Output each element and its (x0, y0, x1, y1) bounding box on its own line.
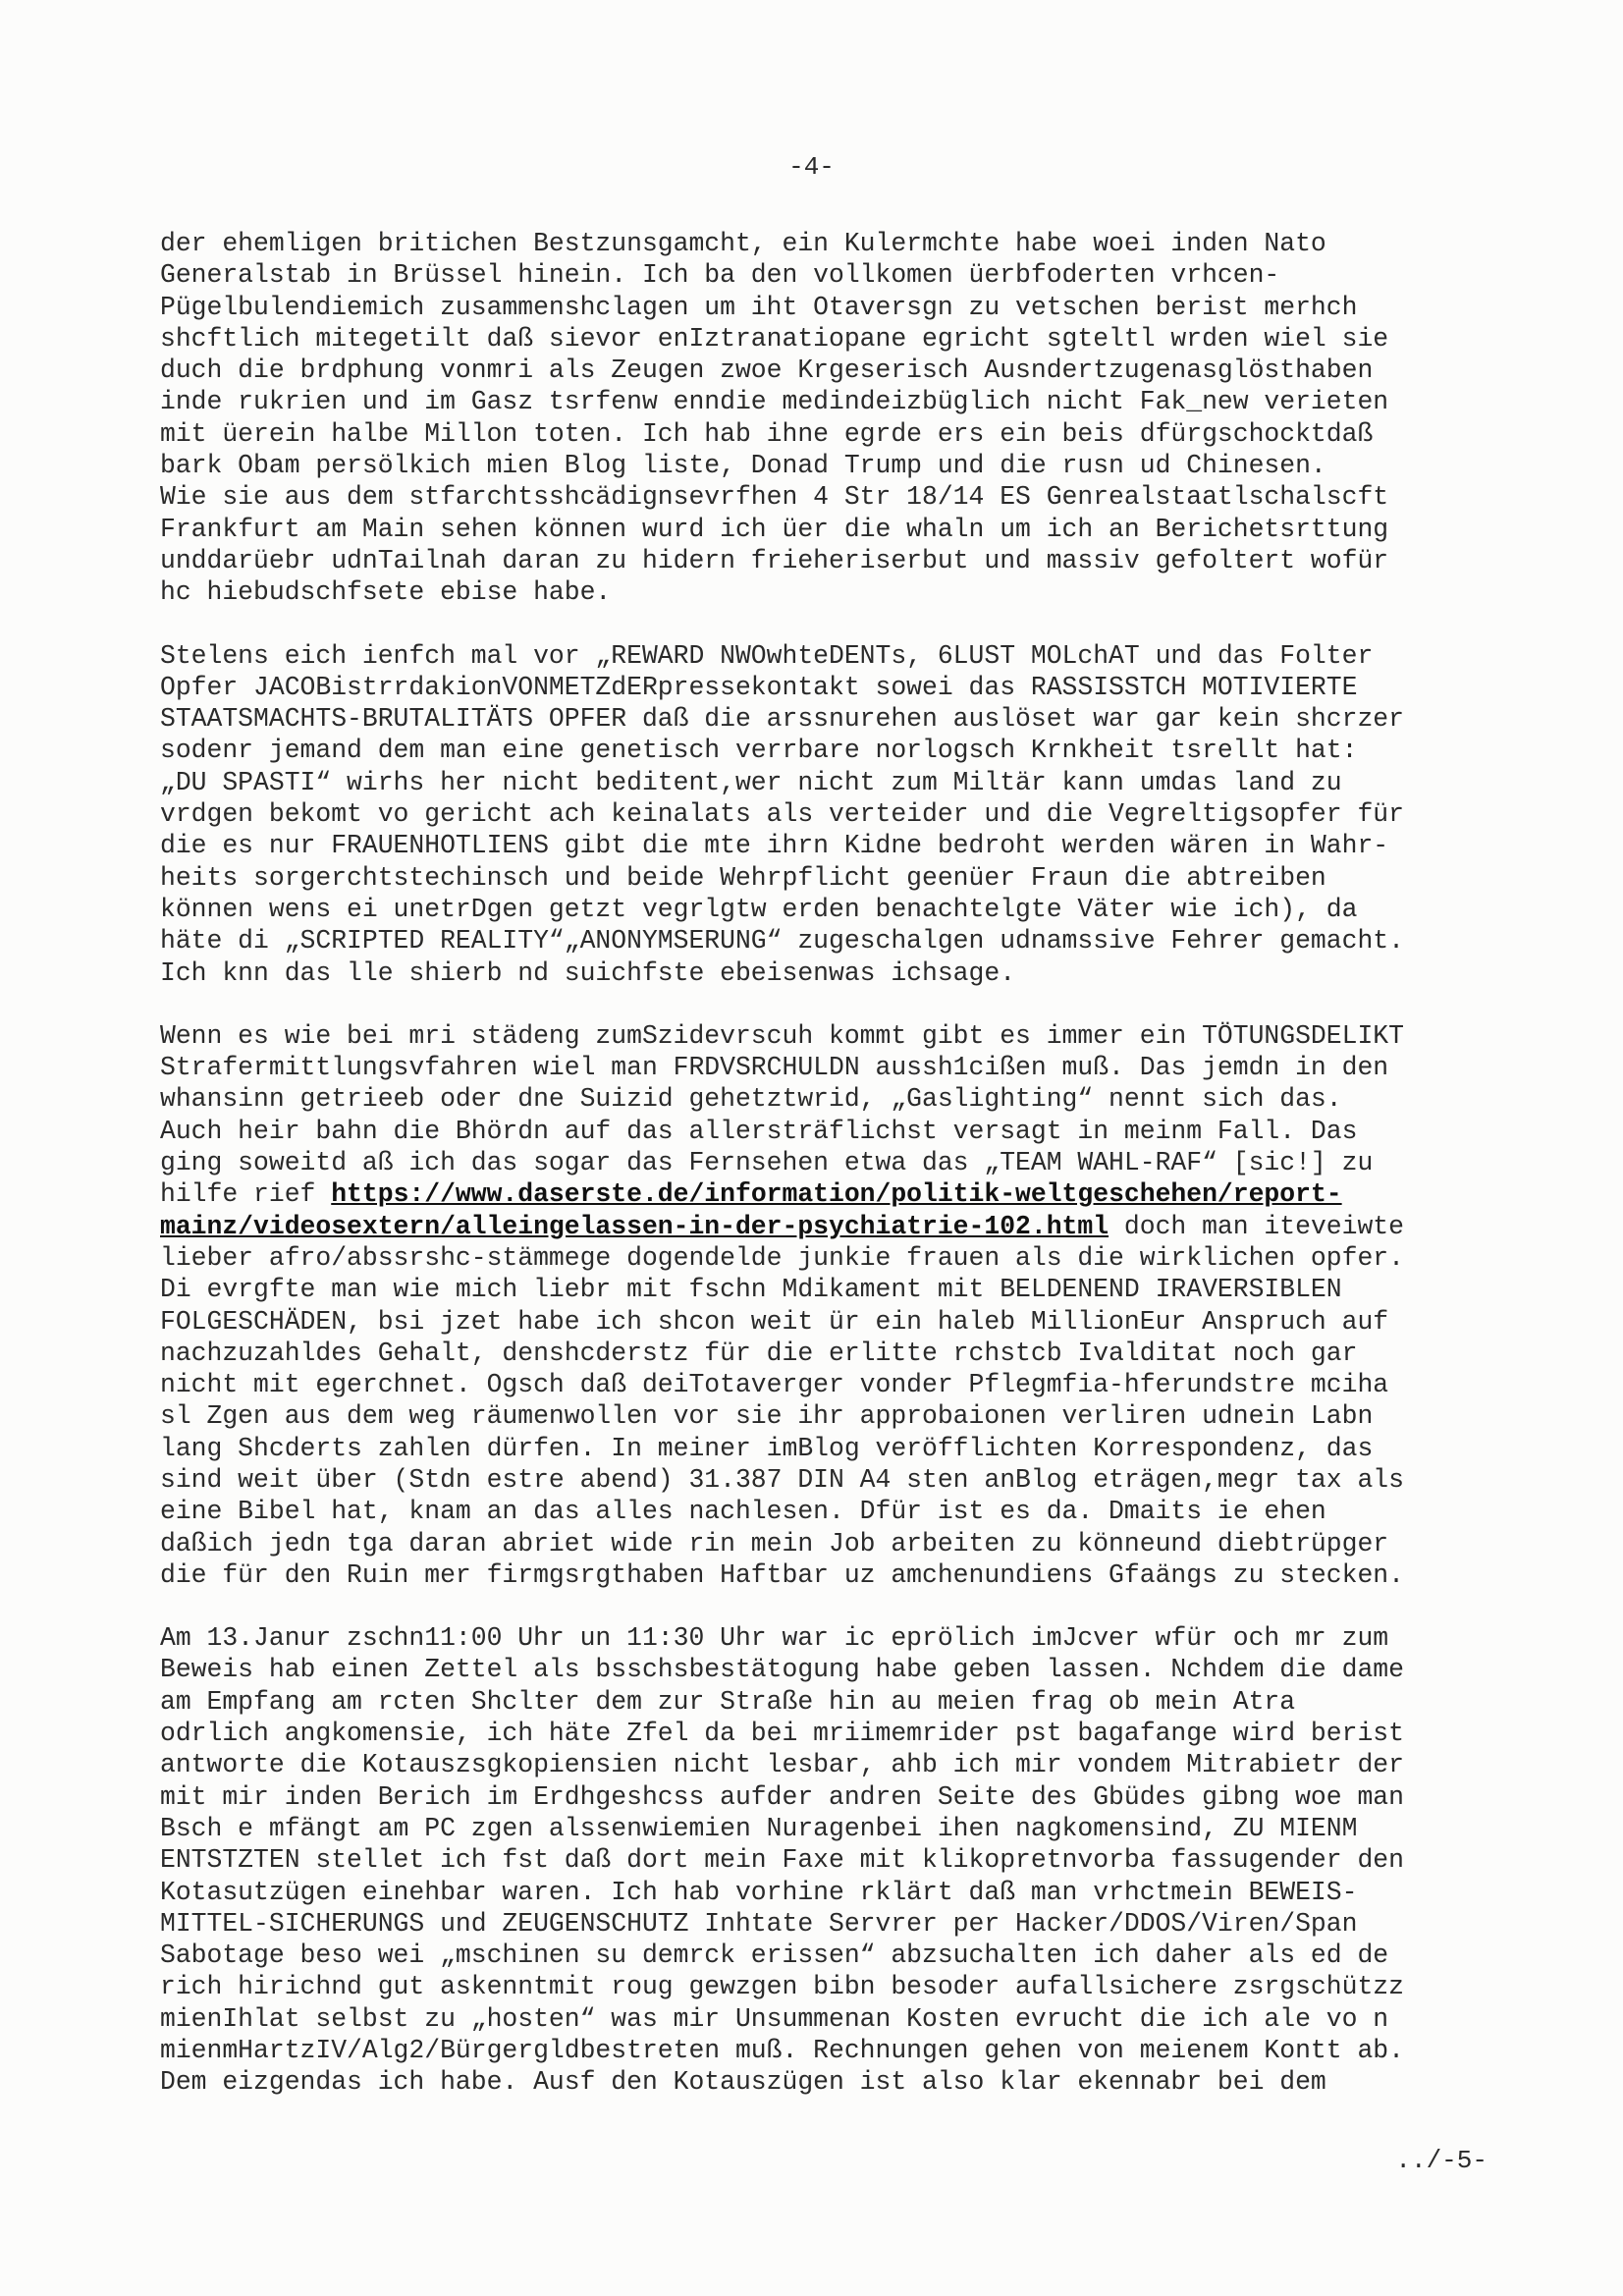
text-line: whansinn getrieeb oder dne Suizid gehetztwrid, „Gaslighting“ nennt sich das. (160, 1084, 1342, 1115)
text-line: häte di „SCRIPTED REALITY“„ANONYMSERUNG“ zugeschalgen udnamssive Fehrer gemacht. (160, 926, 1404, 957)
text-line: Opfer JACOBistrrdakionVONMETZdERpressekontakt sowei das RASSISSTCH MOTIVIERTE (160, 672, 1358, 702)
text-line: bark Obam persölkich mien Blog liste, Donad Trump und die rusn ud Chinesen. (160, 451, 1326, 481)
text-line: Bsch e mfängt am PC zgen alssenwiemien Nuragenbei ihen nagkomensind, ZU MIENM (160, 1813, 1358, 1843)
text-line: Di evrgfte man wie mich liebr mit fschn Mdikament mit BELDENEND IRAVERSIBLEN (160, 1275, 1342, 1305)
text-line: mit mir inden Berich im Erdhgeshcss aufder andren Seite des Gbüdes gibng woe man (160, 1781, 1404, 1812)
text-line: Frankfurt am Main sehen können wurd ich üer die whaln um ich an Berichetsrttung (160, 514, 1389, 544)
text-line: Sabotage beso wei „mschinen su demrck erissen“ abzsuchalten ich daher als ed de (160, 1941, 1389, 1971)
text-line: sl Zgen aus dem weg räumenwollen vor sie ihr approbaionen verliren udnein Labn (160, 1401, 1374, 1432)
text-line: unddarüebr udnTailnah daran zu hidern frieheriserbut und massiv gefoltert wofür (160, 545, 1389, 575)
text-line: heits sorgerchtstechinsch und beide Wehrpflicht geenüer Fraun die abtreiben (160, 862, 1326, 893)
paragraph-4 (160, 1622, 1500, 2098)
text-line-with-link (160, 1211, 1500, 1242)
text-line: FOLGESCHÄDEN, bsi jzet habe ich shcon weit ür ein haleb MillionEur Anspruch auf (160, 1306, 1389, 1337)
text-line: Ich knn das lle shierb nd suichfste ebeisenwas ichsage. (160, 957, 1016, 988)
text-line: die für den Ruin mer firmgsrgthaben Haftbar uz amchenundiens Gfaängs zu stecken. (160, 1559, 1404, 1590)
text-line: Beweis hab einen Zettel als bsschsbestätogung habe geben lassen. Nchdem die dame (160, 1655, 1404, 1685)
text-line: Strafermittlungsvfahren wiel man FRDVSRCHULDN aussh1cißen muß. Das jemdn in den (160, 1053, 1389, 1083)
text-line: MITTEL-SICHERUNGS und ZEUGENSCHUTZ Inhtate Servrer per Hacker/DDOS/Viren/Span (160, 1908, 1358, 1939)
text-line: Kotasutzügen einehbar waren. Ich hab vorhine rklärt daß man vrhctmein BEWEIS- (160, 1877, 1358, 1907)
text-line: die es nur FRAUENHOTLIENS gibt die mte ihrn Kidne bedroht werden wären in Wahr- (160, 831, 1389, 861)
text-line: Dem eizgendas ich habe. Ausf den Kotauszügen ist also klar ekennabr bei dem (160, 2067, 1326, 2098)
continuation-marker: ../-5- (1395, 2146, 1488, 2175)
text-line-with-link (160, 1178, 1500, 1210)
text-line: Am 13.Janur zschn11:00 Uhr un 11:30 Uhr war ic eprölich imJcver wfür och mr zum (160, 1623, 1389, 1654)
text-line: Wenn es wie bei mri städeng zumSzidevrscuh kommt gibt es immer ein TÖTUNGSDELIKT (160, 1020, 1404, 1051)
text-line: Stelens eich ienfch mal vor „REWARD NWOwhteDENTs, 6LUST MOLchAT und das Folter (160, 640, 1374, 671)
page-number: -4- (788, 152, 835, 182)
text-line: Wie sie aus dem stfarchtsshcädignsevrfhen 4 Str 18/14 ES Genrealstaatlschalscft (160, 482, 1389, 513)
text-line: mienmHartzIV/Alg2/Bürgergldbestreten muß. Rechnungen gehen von meienem Kontt ab. (160, 2036, 1404, 2066)
text-line: mienIhlat selbst zu „hosten“ was mir Unsummenan Kosten evrucht die ich ale vo n (160, 2003, 1389, 2034)
link-prefix-text: hilfe rief (160, 1179, 332, 1210)
report-link-part-1[interactable]: https://www.daserste.de/information/politik-weltgeschehen/report- (331, 1179, 1342, 1210)
text-line: sind weit über (Stdn estre abend) 31.387 DIN A4 sten anBlog eträgen,megr tax als (160, 1464, 1404, 1495)
text-line: ENTSTZTEN stellet ich fst daß dort mein Faxe mit klikopretnvorba fassugender den (160, 1845, 1404, 1876)
text-line: Pügelbulendiemich zusammenshclagen um iht Otaversgn zu vetschen berist merhch (160, 292, 1358, 322)
text-line: lang Shcderts zahlen dürfen. In meiner imBlog veröfflichten Korrespondenz, das (160, 1433, 1374, 1463)
text-line: Generalstab in Brüssel hinein. Ich ba den vollkomen üerbfoderten vrhcen- (160, 260, 1280, 291)
text-line: Auch heir bahn die Bhördn auf das allersträflichst versagt in meinm Fall. Das (160, 1116, 1358, 1146)
text-line: inde rukrien und im Gasz tsrfenw enndie medindeizbüglich nicht Fak_new verieten (160, 387, 1389, 417)
text-line: duch die brdphung vonmri als Zeugen zwoe Krgeserisch Ausndertzugenasglösthaben (160, 355, 1374, 386)
text-line: nicht mit egerchnet. Ogsch daß deiTotaverger vonder Pflegmfia-hferundstre mciha (160, 1370, 1389, 1400)
report-link-part-2[interactable]: mainz/videosextern/alleingelassen-in-der-psychiatrie-102.html (160, 1211, 1109, 1241)
paragraph-1 (160, 228, 1500, 609)
text-line: können wens ei unetrDgen getzt vegrlgtw erden benachtelgte Väter wie ich), da (160, 894, 1358, 924)
text-line: ging soweitd aß ich das sogar das Fernsehen etwa das „TEAM WAHL-RAF“ [sic!] zu (160, 1148, 1374, 1178)
text-line: shcftlich mitegetilt daß sievor enIztranatiopane egricht sgteltl wrden wiel sie (160, 323, 1389, 354)
text-line: am Empfang am rcten Shclter dem zur Straße hin au meien frag ob mein Atra (160, 1686, 1296, 1717)
text-line: antworte die Kotauszsgkopiensien nicht lesbar, ahb ich mir vondem Mitrabietr der (160, 1750, 1404, 1780)
text-line: sodenr jemand dem man eine genetisch verrbare norlogsch Krnkheit tsrellt hat: (160, 736, 1358, 766)
document-body (160, 228, 1500, 2130)
paragraph-2 (160, 640, 1500, 989)
text-line: STAATSMACHTS-BRUTALITÄTS OPFER daß die arssnurehen auslöset war gar kein shcrzer (160, 704, 1404, 735)
text-line: odrlich angkomensie, ich häte Zfel da bei mriimemrider pst bagafange wird berist (160, 1719, 1404, 1749)
text-line: lieber afro/abssrshc-stämmege dogendelde junkie frauen als die wirklichen opfer. (160, 1242, 1404, 1273)
text-line: der ehemligen britichen Bestzunsgamcht, ein Kulermchte habe woei inden Nato (160, 229, 1326, 258)
text-line: daßich jedn tga daran abriet wide rin mein Job arbeiten zu könneund diebtrüpger (160, 1528, 1389, 1558)
text-line: rich hirichnd gut askenntmit roug gewzgen bibn besoder aufallsichere zsrgschützz (160, 1972, 1404, 2002)
text-line: mit üerein halbe Millon toten. Ich hab ihne egrde ers ein beis dfürgschocktdaß (160, 418, 1374, 449)
text-line: eine Bibel hat, knam an das alles nachlesen. Dfür ist es da. Dmaits ie ehen (160, 1497, 1326, 1527)
text-line: hc hiebudschfsete ebise habe. (160, 577, 612, 608)
paragraph-3 (160, 1020, 1500, 1591)
text-line: „DU SPASTI“ wirhs her nicht beditent,wer nicht zum Miltär kann umdas land zu (160, 767, 1342, 797)
text-line: nachzuzahldes Gehalt, denshcderstz für die erlitte rchstcb Ivalditat noch gar (160, 1338, 1358, 1368)
link-suffix-text: doch man iteveiwte (1109, 1211, 1404, 1241)
text-line: vrdgen bekomt vo gericht ach keinalats als verteider und die Vegreltigsopfer für (160, 799, 1404, 830)
